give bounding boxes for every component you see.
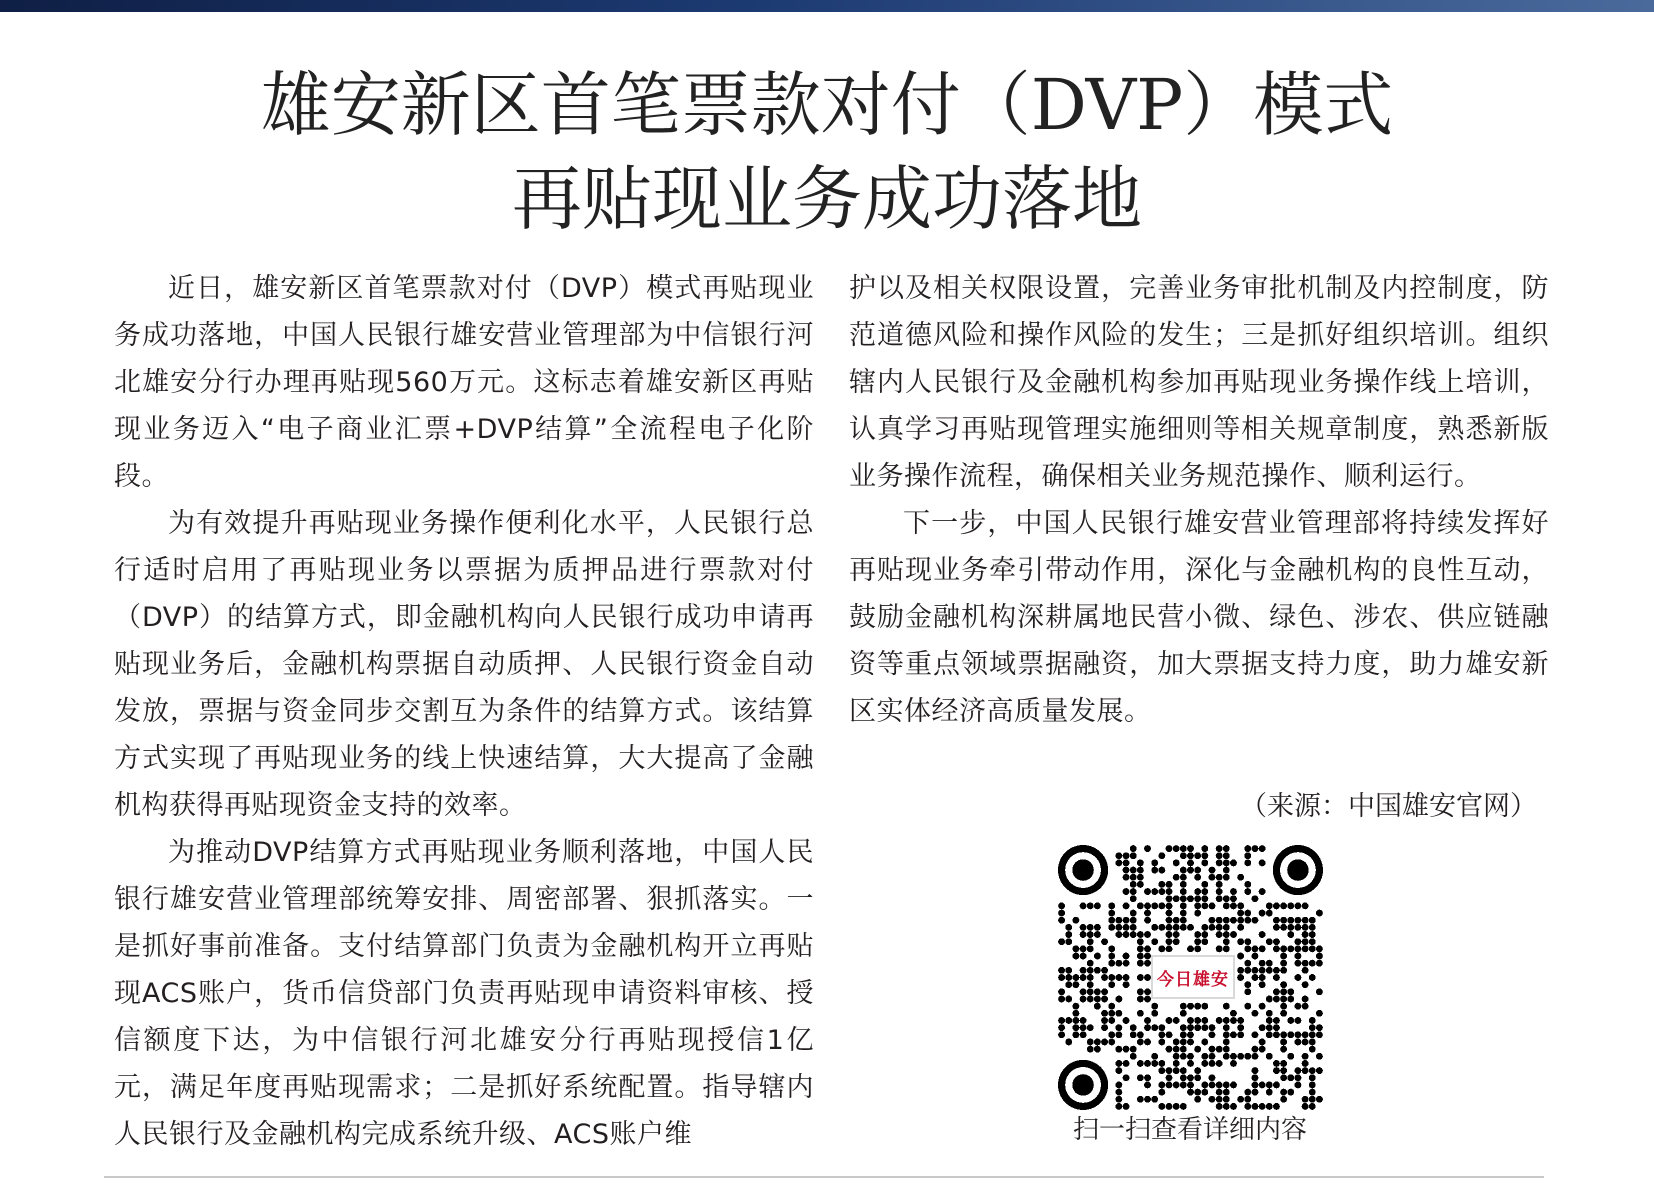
qr-logo-text: 今日雄安 [1157, 969, 1229, 990]
article-paragraph: 为推动DVP结算方式再贴现业务顺利落地，中国人民银行雄安营业管理部统筹安排、周密部署、狠抓落实。一是抓好事前准备。支付结算部门负责为金融机构开立再贴现ACS账户，货币信贷部门负责再贴现申请资料审核、授信额度下达，为中信银行河北雄安分行再贴现授信1亿元，满足年度再贴现需求；二是抓好系统配置。指导辖内人民银行及金融机构完成系统升级、ACS账户维 [114, 837, 814, 1150]
qr-center-logo [1151, 955, 1235, 999]
top-decorative-bar [0, 0, 1654, 12]
article-paragraph-continued: 护以及相关权限设置，完善业务审批机制及内控制度，防范道德风险和操作风险的发生；三是抓好组织培训。组织辖内人民银行及金融机构参加再贴现业务操作线上培训，认真学习再贴现管理实施细则等相关规章制度，熟悉新版业务操作流程，确保相关业务规范操作、顺利运行。 [849, 273, 1549, 492]
headline-line-1: 雄安新区首笔票款对付（DVP）模式 [260, 64, 1394, 146]
article-paragraph: 为有效提升再贴现业务操作便利化水平，人民银行总行适时启用了再贴现业务以票据为质押品进行票款对付（DVP）的结算方式，即金融机构向人民银行成功申请再贴现业务后，金融机构票据自动质押、人民银行资金自动发放，票据与资金同步交割互为条件的结算方式。该结算方式实现了再贴现业务的线上快速结算，大大提高了金融机构获得再贴现资金支持的效率。 [114, 508, 814, 821]
bottom-divider [104, 1176, 1544, 1178]
article-column-right [849, 265, 1549, 735]
article-column-left [114, 265, 814, 1158]
headline [0, 58, 1654, 246]
article-paragraph: 近日，雄安新区首笔票款对付（DVP）模式再贴现业务成功落地，中国人民银行雄安营业管理部为中信银行河北雄安分行办理再贴现560万元。这标志着雄安新区再贴现业务迈入“电子商业汇票+DVP结算”全流程电子化阶段。 [114, 273, 814, 492]
article-paragraph: 下一步，中国人民银行雄安营业管理部将持续发挥好再贴现业务牵引带动作用，深化与金融机构的良性互动，鼓励金融机构深耕属地民营小微、绿色、涉农、供应链融资等重点领域票据融资，加大票据支持力度，助力雄安新区实体经济高质量发展。 [849, 508, 1549, 727]
qr-caption: 扫一扫查看详细内容 [1072, 1115, 1307, 1145]
headline-line-2: 再贴现业务成功落地 [512, 158, 1142, 240]
article-source: （来源：中国雄安官网） [1240, 791, 1537, 822]
